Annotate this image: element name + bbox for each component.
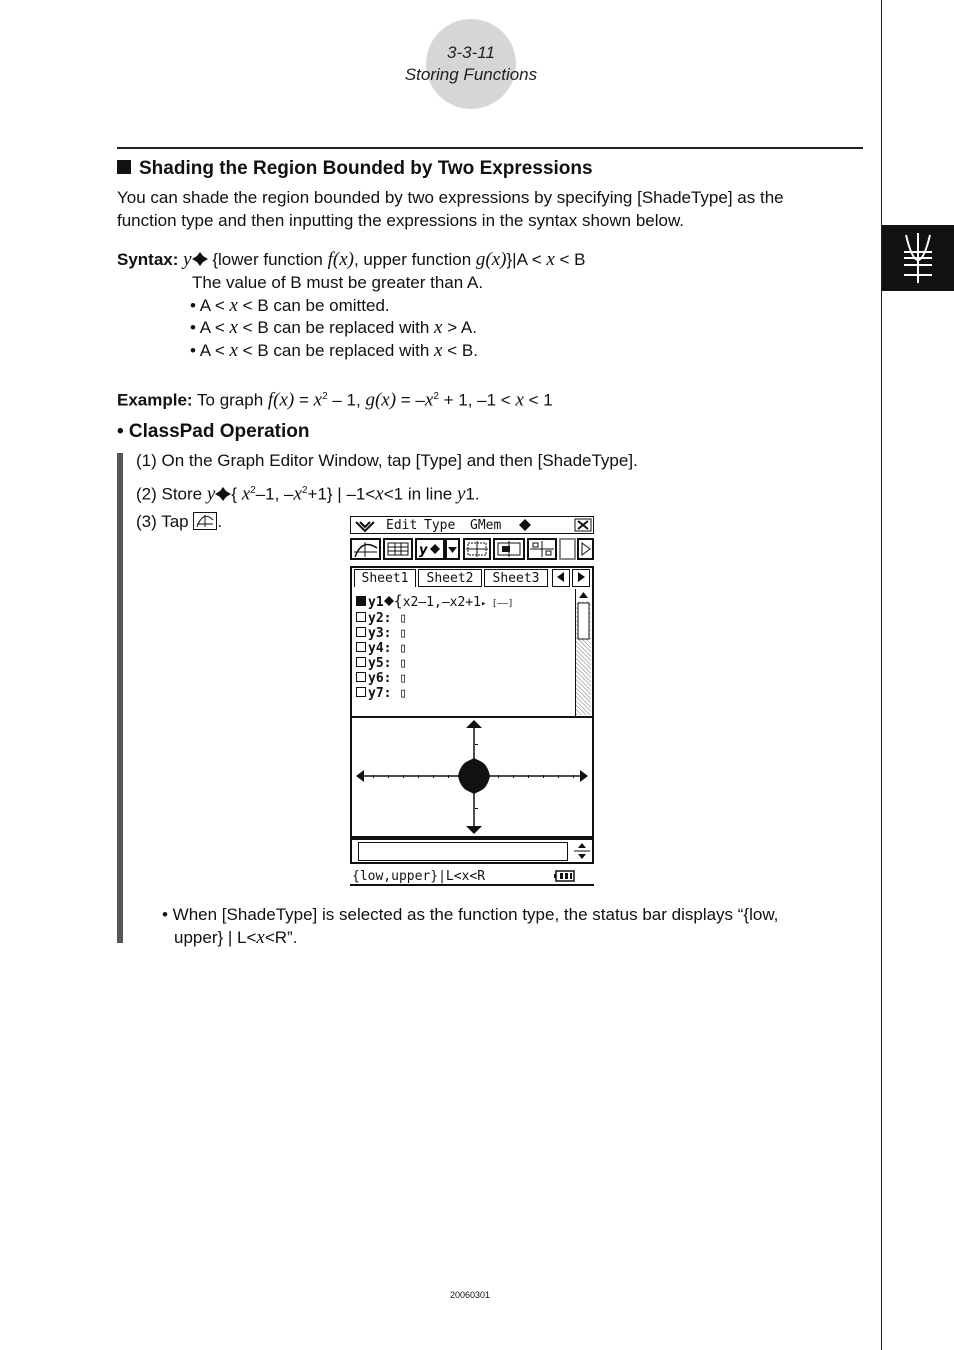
tab-sheet2[interactable]: Sheet2 [418, 569, 482, 587]
svg-text:y: y [419, 543, 428, 558]
square-bullet-icon [117, 160, 131, 174]
close-icon[interactable] [574, 518, 592, 532]
graph-plot [352, 718, 592, 836]
checkbox-icon[interactable] [356, 672, 366, 682]
page-number: 3-3-11 [447, 43, 495, 62]
status-text: {low,upper}|L<x<R [352, 869, 486, 884]
syntax-bullet-1: • A < x < B can be omitted. [190, 295, 390, 316]
operation-heading: • ClassPad Operation [117, 421, 310, 442]
scrollbar-graphics [576, 589, 591, 727]
graph-window[interactable] [350, 716, 594, 838]
menu-type[interactable]: Type [424, 518, 456, 533]
tab-sheet3[interactable]: Sheet3 [484, 569, 548, 587]
toolbar [350, 538, 594, 562]
entry-input[interactable] [358, 842, 568, 861]
checkbox-icon[interactable] [356, 627, 366, 637]
operation-bar [117, 453, 123, 943]
row-y2[interactable]: y2: ▯ [356, 611, 407, 626]
tab-sheet1[interactable]: Sheet1 [354, 569, 416, 587]
intro-line-2: function type and then inputting the expressions in the syntax shown below. [117, 211, 685, 230]
type-dropdown[interactable] [445, 538, 460, 560]
note-line-2: upper} | L<x<R”. [174, 927, 298, 948]
intro-line-1: You can shade the region bounded by two expressions by specifying [ShadeType] as the [117, 188, 784, 207]
graph-editor [350, 566, 594, 730]
header-circle [426, 19, 516, 109]
graph-draw-icon [352, 540, 379, 558]
chapter-tab [882, 225, 954, 291]
table-graph-button[interactable] [527, 538, 557, 560]
section-title: Storing Functions [404, 65, 538, 84]
shade-diamond-icon [384, 596, 394, 606]
menu-diamond-icon[interactable] [519, 519, 531, 531]
syntax-note: The value of B must be greater than A. [192, 273, 484, 292]
graph-button[interactable] [350, 538, 381, 560]
scroll-up-down-icon[interactable] [574, 840, 590, 862]
checkbox-icon[interactable] [356, 612, 366, 622]
section-heading: Shading the Region Bounded by Two Expressions [117, 158, 593, 180]
menu-gmem[interactable]: GMem [470, 518, 502, 533]
zoom-icon [495, 540, 523, 558]
toolbar-next-button[interactable] [577, 538, 594, 560]
type-button[interactable] [415, 538, 445, 560]
menu-icon[interactable] [355, 519, 375, 533]
checkbox-icon[interactable] [356, 657, 366, 667]
row-y7[interactable]: y7: ▯ [356, 686, 407, 701]
syntax-bullet-2: • A < x < B can be replaced with x > A. [190, 317, 477, 338]
table-icon [385, 540, 411, 558]
tab-next-button[interactable] [572, 569, 590, 587]
chevron-right-icon [574, 570, 588, 584]
checkbox-icon[interactable] [356, 642, 366, 652]
syntax-line: Syntax: y {lower function f(x), upper function g(x)}|A < x < B [117, 249, 586, 270]
margin-rule [881, 0, 882, 1350]
footer-code: 20060301 [449, 1290, 491, 1300]
step-1: (1) On the Graph Editor Window, tap [Type] and then [ShadeType]. [136, 451, 638, 470]
row-y4[interactable]: y4: ▯ [356, 641, 407, 656]
table-graph-icon [529, 540, 555, 558]
menu-bar [350, 516, 594, 534]
top-rule [117, 147, 863, 149]
zoom-box-button[interactable] [463, 538, 491, 560]
y-diamond-icon [417, 540, 443, 558]
graph-draw-icon[interactable] [193, 512, 217, 530]
menu-edit[interactable]: Edit [386, 518, 418, 533]
chevron-down-icon [447, 540, 458, 558]
zoom-box-icon [465, 540, 489, 558]
chevron-left-icon [554, 570, 568, 584]
shade-diamond-icon [215, 487, 231, 501]
graph-editor-icon [882, 225, 954, 291]
status-bar [350, 868, 594, 886]
zoom-button[interactable] [493, 538, 525, 560]
checkbox-icon[interactable] [356, 687, 366, 697]
note-line-1: • When [ShadeType] is selected as the function type, the status bar displays “{low, [162, 905, 779, 924]
step-3: (3) Tap . [136, 512, 223, 531]
y1-expression: x2–1,–x2+1 [402, 595, 481, 610]
row-y6[interactable]: y6: ▯ [356, 671, 407, 686]
table-button[interactable] [383, 538, 413, 560]
classpad-screen [350, 516, 595, 888]
empty-button[interactable] [559, 538, 576, 560]
row-y3[interactable]: y3: ▯ [356, 626, 407, 641]
entry-line[interactable] [350, 838, 594, 864]
battery-icon [554, 870, 576, 882]
step-2: (2) Store y { $x^2-1$, $-x^2+1$} | –1<x<1 in line y1. [136, 483, 480, 505]
syntax-bullet-3: • A < x < B can be replaced with x < B. [190, 340, 478, 361]
tab-prev-button[interactable] [552, 569, 570, 587]
row-y1[interactable]: y1 {x2–1,–x2+1▸ [——] [356, 594, 513, 612]
scrollbar[interactable] [575, 589, 591, 727]
example-line: Example: To graph $f(x) = x^2 - 1$, $g(x) = -x^2 + 1$, –1 < x < 1 [117, 389, 553, 411]
checkbox-checked-icon[interactable] [356, 596, 366, 606]
shade-diamond-icon [192, 252, 208, 266]
row-y5[interactable]: y5: ▯ [356, 656, 407, 671]
chevron-right-icon [579, 540, 592, 558]
